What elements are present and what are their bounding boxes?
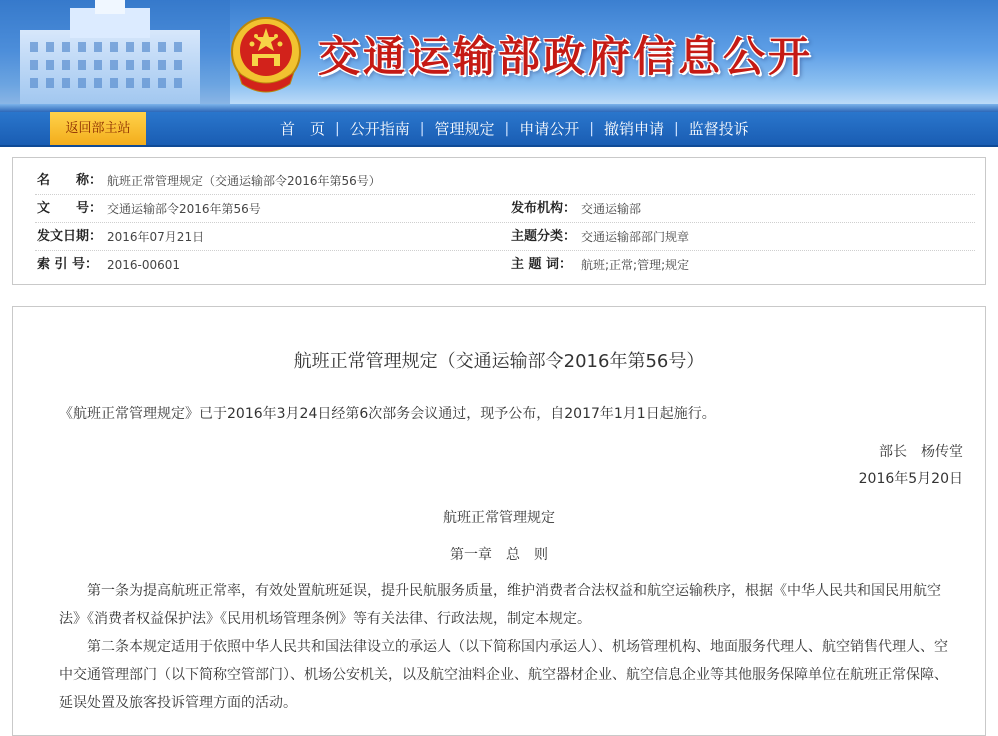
nav-item-guide[interactable]: 公开指南 — [349, 120, 410, 138]
category-label: 主题分类： — [511, 229, 577, 244]
chapter-heading: 第一章 总 则 — [450, 547, 548, 563]
docno-label: 文 号： — [37, 201, 103, 216]
meta-row-date — [13, 223, 985, 251]
meta-row-name — [13, 167, 985, 195]
nav-separator: | — [589, 120, 594, 137]
nav-separator: | — [504, 120, 510, 137]
article-title: 航班正常管理规定（交通运输部令2016年第56号） — [293, 351, 705, 372]
document-metadata-box — [12, 157, 986, 285]
nav-separator: | — [419, 120, 425, 137]
document-title: 航班正常管理规定 — [443, 510, 555, 526]
nav-item-complaint[interactable]: 监督投诉 — [688, 120, 749, 138]
nav-menu — [270, 112, 759, 145]
publisher-value: 交通运输部 — [581, 202, 642, 216]
date-value: 2016年07月21日 — [107, 230, 205, 244]
banner-stripe — [0, 104, 998, 112]
sign-date: 2016年5月20日 — [858, 471, 963, 487]
article-1-paragraph: 第一条为提高航班正常率，有效处置航班延误，提升民航服务质量，维护消费者合法权益和航空运输秩序，根据《中华人民共和国民用航空法》《消费者权益保护法》《民用机场管理条例》等有关法律、行政法规，制定本规定。 — [59, 583, 941, 627]
nav-separator: | — [673, 120, 679, 137]
site-title: 交通运输部政府信息公开 — [318, 32, 814, 81]
meta-row-docno — [13, 195, 985, 223]
nav-separator: | — [335, 120, 340, 137]
intro-paragraph: 《航班正常管理规定》已于2016年3月24日经第6次部务会议通过，现予公布，自2017年1月1日起施行。 — [59, 406, 716, 422]
keywords-label: 主 题 词： — [511, 257, 573, 272]
docno-value: 交通运输部令2016年第56号 — [107, 202, 261, 216]
index-label: 索 引 号： — [37, 257, 99, 272]
publisher-label: 发布机构： — [511, 201, 577, 216]
main-nav — [0, 112, 998, 147]
article-content — [12, 306, 986, 736]
date-label: 发文日期： — [37, 229, 103, 244]
back-to-main-site-button[interactable]: 返回部主站 — [50, 112, 146, 145]
national-emblem-icon — [228, 14, 304, 94]
nav-item-revoke[interactable]: 撤销申请 — [603, 120, 664, 138]
category-value: 交通运输部部门规章 — [581, 230, 690, 244]
building-illustration — [0, 0, 230, 112]
meta-row-index — [13, 251, 985, 279]
nav-item-home[interactable]: 首 页 — [280, 120, 326, 138]
signer: 部长 杨传堂 — [879, 444, 963, 460]
name-value: 航班正常管理规定（交通运输部令2016年第56号） — [107, 174, 381, 188]
nav-item-apply[interactable]: 申请公开 — [519, 120, 580, 138]
article-2-paragraph: 第二条本规定适用于依照中华人民共和国法律设立的承运人（以下简称国内承运人）、机场管理机构、地面服务代理人、航空销售代理人、空中交通管理部门（以下简称空管部门）、机场公安机关，以及航空油料企业、航空器材企业、航空信息企业等其他服务保障单位在航班正常保障、延误处置及旅客投诉管理方面的活动。 — [59, 639, 948, 711]
keywords-value: 航班;正常;管理;规定 — [581, 258, 690, 272]
name-label: 名 称： — [37, 173, 103, 188]
index-value: 2016-00601 — [107, 258, 181, 272]
header-banner — [0, 0, 998, 112]
nav-item-regulations[interactable]: 管理规定 — [434, 120, 495, 138]
